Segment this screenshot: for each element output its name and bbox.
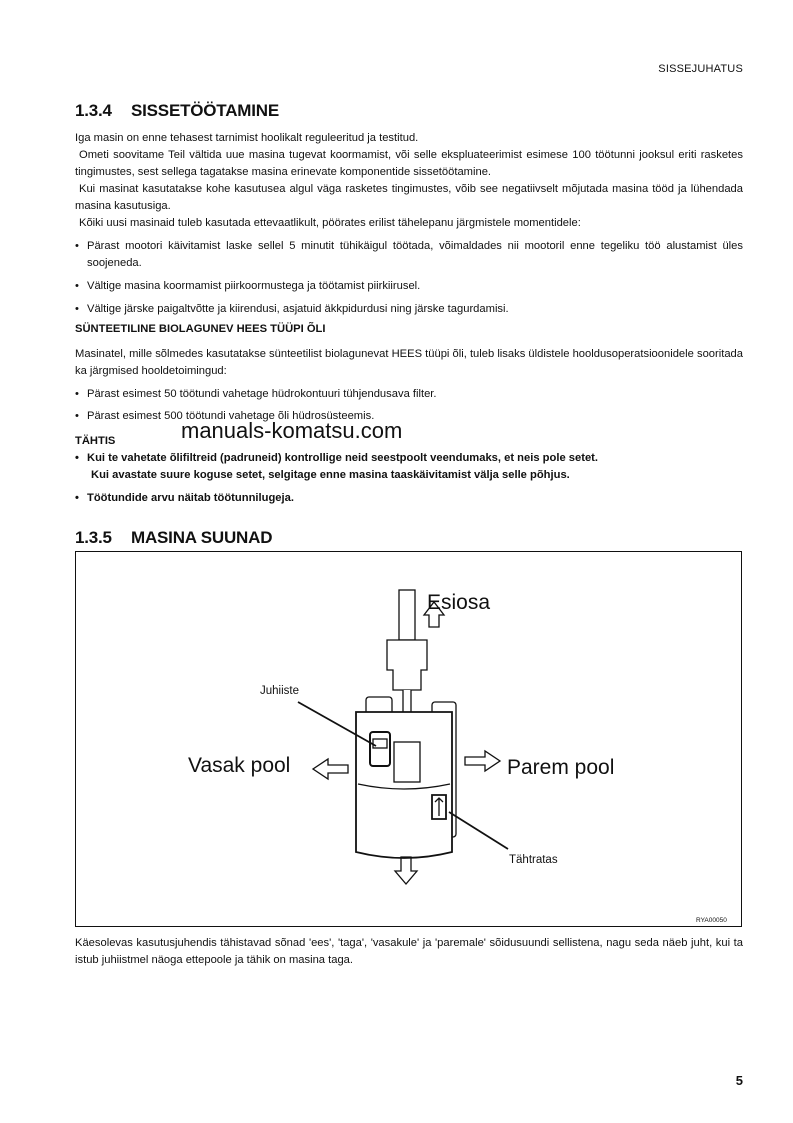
section-number: 1.3.4: [75, 101, 112, 120]
boom-head-shape: [387, 640, 427, 690]
note-list: [75, 490, 743, 507]
right-arrow-icon: [465, 751, 500, 771]
running-header: SISSEJUHATUS: [658, 63, 743, 75]
section-heading-1-3-4: [75, 101, 279, 121]
oil-body: [75, 346, 743, 425]
section-title: SISSETÖÖTAMINE: [131, 101, 280, 120]
note-continuation: Kui avastate suure koguse setet, selgitage enne masina taaskäivitamist välja selle põhjus.: [91, 469, 570, 481]
figure-code: RYA00050: [696, 917, 727, 924]
paragraph: Kõiki uusi masinaid tuleb kasutada ettevaatlikult, pöörates erilist tähelepanu järgmistele momentidele:: [79, 217, 581, 229]
label-right: Parem pool: [507, 756, 615, 779]
machine-directions-figure: [75, 551, 742, 927]
list-item: • Kui te vahetate õlifiltreid (padruneid) kontrollige neid seestpoolt veendumaks, et neis pole setet.: [75, 450, 743, 467]
list-item: • Pärast esimest 50 töötundi vahetage hüdrokontuuri tühjendusava filter.: [75, 386, 743, 403]
section-heading-1-3-5: [75, 528, 272, 548]
section-title: MASINA SUUNAD: [131, 528, 273, 547]
label-seat: Juhiiste: [260, 685, 299, 697]
paragraph: Masinatel, mille sõlmedes kasutatakse sünteetilist biolagunevat HEES tüüpi õli, tuleb lisaks üldistele hooldusoperatsioonidele sooritada ka järgmised hooldetoimingud:: [75, 348, 743, 377]
arm-shape: [399, 590, 415, 640]
label-sprocket: Tähtratas: [509, 854, 558, 866]
subheading-oil: SÜNTEETILINE BIOLAGUNEV HEES TÜÜPI ÕLI: [75, 323, 326, 335]
bullet-list: [75, 238, 743, 318]
rear-arrow-icon: [395, 857, 417, 884]
section-body-1-3-4: [75, 130, 743, 318]
label-front: Esiosa: [427, 591, 491, 614]
paragraph: Kui masinat kasutatakse kohe kasutusea algul väga rasketes tingimustes, võib see negatiivselt mõjutada masina tööd ja lühendada masina kasutusiga.: [75, 183, 743, 212]
list-item: • Töötundide arvu näitab töötunnilugeja.: [75, 490, 743, 507]
note-title: TÄHTIS: [75, 435, 116, 447]
section-number: 1.3.5: [75, 528, 112, 547]
excavator-diagram: [76, 552, 741, 926]
left-arrow-icon: [313, 759, 348, 779]
boom-base-shape: [394, 742, 420, 782]
note-block: [75, 433, 743, 507]
paragraph: Iga masin on enne tehasest tarnimist hoolikalt reguleeritud ja testitud.: [75, 132, 419, 144]
bullet-list: [75, 386, 743, 425]
list-item: • Pärast esimest 500 töötundi vahetage õli hüdrosüsteemis.: [75, 408, 743, 425]
paragraph: Ometi soovitame Teil vältida uue masina tugevat koormamist, või selle ekspluateerimist esimese 100 töötunni jooksul eriti rasketes tingimustes, sest sellega tagatakse masina erinevate komponentide sissetöötamine.: [75, 149, 743, 178]
list-item: • Vältige järske paigaltvõtte ja kiirendusi, asjatuid äkkpidurdusi ning järske tagurdamisi.: [75, 301, 743, 318]
list-item: • Vältige masina koormamist piirkoormustega ja töötamist piirkiirusel.: [75, 278, 743, 295]
label-left: Vasak pool: [188, 754, 291, 777]
note-list: [75, 450, 743, 467]
list-item: • Pärast mootori käivitamist laske sellel 5 minutit tühikäigul töötada, võimaldades nii mootoril enne tegeliku töö alustamist üles soojeneda.: [75, 238, 743, 272]
watermark: manuals-komatsu.com: [181, 418, 403, 443]
page-number: 5: [735, 1073, 743, 1088]
sprocket-leader-line: [449, 812, 508, 849]
figure-caption: Käesolevas kasutusjuhendis tähistavad sõnad 'ees', 'taga', 'vasakule' ja 'paremale' sõidusuundi sellistena, nagu seda näeb juht, kui ta istub juhiistmel näoga ettepoole ja tähik on masina taga.: [75, 937, 743, 966]
